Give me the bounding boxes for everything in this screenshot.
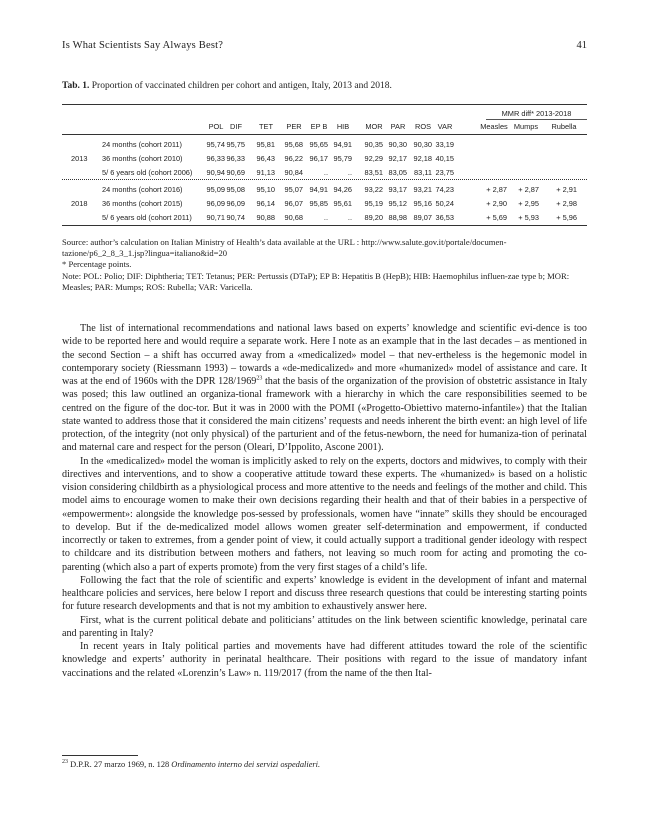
table-cell: 91,13 <box>256 168 275 177</box>
table-cell: 88,98 <box>388 213 407 222</box>
table-cell: .. <box>323 168 328 177</box>
table-cell: 90,94 <box>206 168 225 177</box>
table-cell: 95,12 <box>388 199 407 208</box>
column-header: TET <box>259 122 273 131</box>
table-cell: 96,09 <box>206 199 225 208</box>
table-cell: .. <box>347 213 352 222</box>
table-cell: + 5,96 <box>556 213 577 222</box>
column-header: Rubella <box>551 122 577 131</box>
table-cell: 96,17 <box>309 154 328 163</box>
column-header: HIB <box>336 122 350 131</box>
footnote-ref-23: 23 <box>256 375 263 382</box>
table-cell: 95,85 <box>309 199 328 208</box>
table-cell: 96,33 <box>206 154 225 163</box>
table-cell: 90,88 <box>256 213 275 222</box>
table-cell: + 2,95 <box>518 199 539 208</box>
table-bottom-rule <box>62 225 587 226</box>
table-caption-text: Proportion of vaccinated children per cohort and antigen, Italy, 2013 and 2018. <box>89 81 392 91</box>
body-text <box>62 322 587 680</box>
table-cell: 94,91 <box>333 140 352 149</box>
row-label: 5/ 6 years old (cohort 2006) <box>102 168 193 177</box>
row-label: 24 months (cohort 2016) <box>102 185 183 194</box>
table-cell: + 2,91 <box>556 185 577 194</box>
table-cell: + 5,93 <box>518 213 539 222</box>
table-header-rule <box>62 134 587 135</box>
table-cell: 93,21 <box>413 185 432 194</box>
table-cell: 95,75 <box>226 140 245 149</box>
table-cell: + 2,90 <box>486 199 507 208</box>
table-cell: 89,07 <box>413 213 432 222</box>
footnote-italic-title: Ordinamento interno dei servizi ospedalieri. <box>171 760 321 769</box>
table-cell: 94,26 <box>333 185 352 194</box>
table-cell: 33,19 <box>435 140 454 149</box>
table-cell: 90,30 <box>413 140 432 149</box>
table-cell: 95,81 <box>256 140 275 149</box>
table-cell: 23,75 <box>435 168 454 177</box>
table-cell: 83,51 <box>364 168 383 177</box>
abbreviations-note: Note: POL: Polio; DIF: Diphtheria; TET: Tetanus; PER: Pertussis (DTaP); EP B: Hepatitis B (HepB); HIB: Haemophilus influen-zae type b; MOR: Measles; PAR: Mumps; ROS: Rubella; VAR: Varicella. <box>62 270 570 292</box>
table-cell: 96,07 <box>284 199 303 208</box>
column-header: PER <box>286 122 302 131</box>
table-cell: 90,69 <box>226 168 245 177</box>
row-label: 36 months (cohort 2010) <box>102 154 183 163</box>
table-cell: 92,29 <box>364 154 383 163</box>
column-header: MOR <box>365 122 383 131</box>
table-cell: + 2,87 <box>486 185 507 194</box>
table-cell: 94,91 <box>309 185 328 194</box>
table-cell: 96,33 <box>226 154 245 163</box>
table-cell: 74,23 <box>435 185 454 194</box>
table-cell: 50,24 <box>435 199 454 208</box>
paragraph-2: In the «medicalized» model the woman is implicitly asked to rely on the experts, doctors and midwives, to comply with their directives and interventions, and to show a cooperative attitude toward these experts. The «humanized» is based on a holistic vision considering childbirth as a physiological process and more attentive to the needs and feelings of the mother and child. This model aims to encourage women to make their own decisions regarding their health and that of their babies in a perspective of «empowerment»: alongside the knowledge pos-sessed by professionals, women have “innate” skills they should be encouraged to develop. But if the de-medicalized model allows women greater self-determination and empowerment, if conducted incorrectly or taken to extremes, from a gender point of view, it could actually support a traditional gender ideology with respect to childcare and its distribution between mothers and fathers, not leaving so much room for acting and promoting the co-parenting (which also a part of experts promote) from the very first stages of a child’s life. <box>62 455 587 573</box>
table-cell: 95,08 <box>226 185 245 194</box>
year-label: 2018 <box>71 199 88 208</box>
table-cell: 95,74 <box>206 140 225 149</box>
row-label: 36 months (cohort 2015) <box>102 199 183 208</box>
year-label: 2013 <box>71 154 88 163</box>
table-cell: 96,09 <box>226 199 245 208</box>
table-cell: + 2,87 <box>518 185 539 194</box>
column-header: DIF <box>230 122 242 131</box>
row-label: 24 months (cohort 2011) <box>102 140 182 149</box>
table-cell: 95,19 <box>364 199 383 208</box>
table-cell: 90,74 <box>226 213 245 222</box>
table-cell: .. <box>323 213 328 222</box>
table-cell: 83,11 <box>414 168 432 177</box>
paragraph-4: First, what is the current political debate and politicians’ attitudes on the link between scientific knowledge, perinatal care and parenting in Italy? <box>62 614 587 639</box>
table-cell: 90,84 <box>284 168 303 177</box>
mmr-header-rule <box>486 119 587 120</box>
table-cell: 92,18 <box>413 154 432 163</box>
table-caption <box>62 81 392 91</box>
footnote-23 <box>62 760 320 769</box>
table-cell: 90,30 <box>388 140 407 149</box>
table-cell: 90,71 <box>206 213 225 222</box>
table-cell: 95,16 <box>413 199 432 208</box>
table-cell: 95,09 <box>206 185 225 194</box>
table-cell: 93,22 <box>364 185 383 194</box>
table-cell: .. <box>347 168 352 177</box>
table-cell: 95,68 <box>284 140 303 149</box>
footnote-rule <box>62 755 138 756</box>
row-label: 5/ 6 years old (cohort 2011) <box>102 213 192 222</box>
column-header: POL <box>208 122 224 131</box>
paragraph-1-text-a: The list of international recommendations and national laws based on experts’ knowledge and scientific evi-dence is too wide to be reported here and would require a separate work. Here I note as an example that in the last decades – as mentioned in the second Section – a shift has occurred away from a «medicalized» model – that nev-ertheless is the hegemonic model in contemporary society (Riessmann 1993) – towards a «de-medicalized» and more «humanized» model of assistance and care. It was at the end of 1960s with the DPR 128/1969 <box>62 323 587 387</box>
table-cell: 36,53 <box>435 213 454 222</box>
table-cell: 90,35 <box>364 140 383 149</box>
column-header: Mumps <box>513 122 539 131</box>
column-header: PAR <box>390 122 406 131</box>
column-header: EP B <box>310 122 328 131</box>
table-cell: 95,07 <box>284 185 303 194</box>
paragraph-5: In recent years in Italy political parties and movements have had different attitudes toward the role of the scientific knowledge and experts’ authority in perinatal healthcare. Their positions with regard to the issue of mandatory infant vaccinations and the related «Lorenzin’s Law» n. 119/2017 (from the name of the then Ital- <box>62 641 587 679</box>
percentage-points-note: * Percentage points. <box>62 259 132 270</box>
table-cell: 93,17 <box>388 185 407 194</box>
page-number: 41 <box>576 40 587 51</box>
table-caption-label: Tab. 1. <box>62 81 90 91</box>
footnote-number: 23 <box>62 759 68 766</box>
table-cell: 95,61 <box>333 199 352 208</box>
table-cell: 92,17 <box>388 154 407 163</box>
paragraph-3: Following the fact that the role of scientific and experts’ knowledge is evident in the development of infant and maternal healthcare policies and services, here below I report and discuss three research questions that could be interesting starting points for future research developments and that is not my ambition to exhaustively answer here. <box>62 574 587 613</box>
table-top-rule <box>62 104 587 105</box>
table-cell: 95,79 <box>333 154 352 163</box>
paragraph-1-text-b: that the basis of the organization of the provision of obstetric assistance in Italy was posed; this law outlined an organiza-tional framework with a hierarchy in which the care responsibilities seemed to be centred on the figure of the doc-tor. But it was in 2000 with the POMI («Progetto-Obiettivo materno-infantile») that the Italian state wanted to address those that it considered the main citizens’ requests and needs inherent the birth event: an high level of life protection, of the integrity (not only physical) of the parturient and of the fetus-newborn, the need for humaniza-tion of perinatal and maternal care and respect for the person (Oleari, D’Ippolito, Ascone 2001). <box>62 376 588 454</box>
running-head: Is What Scientists Say Always Best? <box>62 40 224 51</box>
table-cell: 83,05 <box>388 168 407 177</box>
table-cell: 90,68 <box>284 213 303 222</box>
table-cell: 95,10 <box>256 185 275 194</box>
column-header: VAR <box>437 122 453 131</box>
table-cell: 96,14 <box>256 199 275 208</box>
table-cell: + 2,98 <box>556 199 577 208</box>
table-cell: 96,22 <box>284 154 303 163</box>
table-group-divider <box>62 179 587 180</box>
table-cell: + 5,69 <box>486 213 507 222</box>
footnote-text: D.P.R. 27 marzo 1969, n. 128 <box>68 760 172 769</box>
table-source-note: Source: author’s calculation on Italian Ministry of Health’s data available at the URL : http://www.salute.gov.it/portale/documen-tazione/p6_2_8_3_1.jsp?lingua=italiano&id=20 <box>62 237 507 259</box>
table-cell: 40,15 <box>435 154 454 163</box>
column-header: Measles <box>480 122 508 131</box>
paragraph-1 <box>62 322 587 455</box>
mmr-diff-header: MMR diff* 2013-2018 <box>501 109 572 118</box>
table-cell: 96,43 <box>256 154 275 163</box>
column-header: ROS <box>414 122 431 131</box>
table-notes <box>62 237 587 293</box>
table-cell: 89,20 <box>364 213 383 222</box>
table-cell: 95,65 <box>309 140 328 149</box>
